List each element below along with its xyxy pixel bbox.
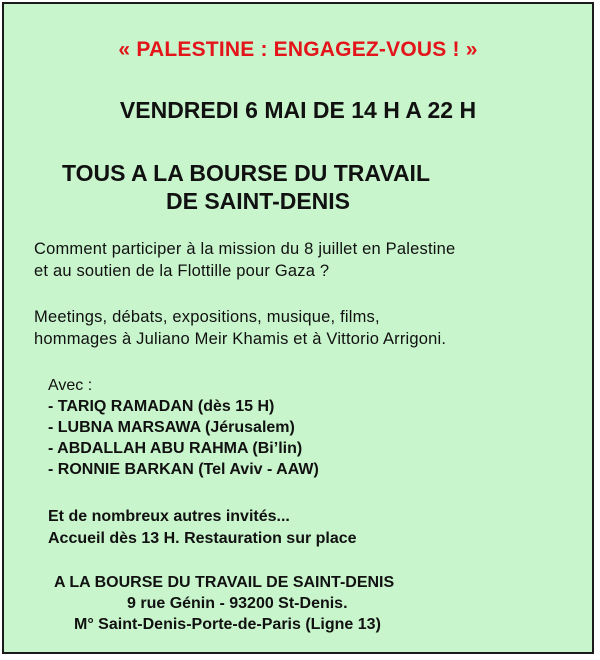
paragraph-line: Meetings, débats, expositions, musique, films, (34, 308, 380, 326)
venue-line-2: DE SAINT-DENIS (166, 188, 351, 214)
guest-list (48, 375, 319, 480)
event-date: VENDREDI 6 MAI DE 14 H A 22 H (119, 97, 477, 123)
address-line: M° Saint-Denis-Porte-de-Paris (Ligne 13) (74, 616, 381, 633)
venue-line-1: TOUS A LA BOURSE DU TRAVAIL (62, 160, 430, 186)
poster-headline: « PALESTINE : ENGAGEZ-VOUS ! » (118, 38, 478, 61)
guest-item: - ABDALLAH ABU RAHMA (Bi’lin) (48, 440, 303, 457)
paragraph-line: Comment participer à la mission du 8 juillet en Palestine (34, 240, 456, 258)
extra-info (48, 506, 357, 550)
guest-item: - RONNIE BARKAN (Tel Aviv - AAW) (48, 461, 319, 478)
event-poster (2, 2, 594, 654)
paragraph-line: hommages à Juliano Meir Khamis et à Vittorio Arrigoni. (34, 330, 447, 348)
guest-list-intro: Avec : (48, 377, 93, 394)
extra-line: Et de nombreux autres invités... (48, 508, 290, 525)
mission-paragraph (34, 238, 455, 282)
program-paragraph (34, 306, 446, 350)
address-line: 9 rue Génin - 93200 St-Denis. (127, 595, 348, 612)
address-line: A LA BOURSE DU TRAVAIL DE SAINT-DENIS (54, 574, 395, 591)
paragraph-line: et au soutien de la Flottille pour Gaza ? (34, 262, 330, 280)
guest-item: - LUBNA MARSAWA (Jérusalem) (48, 419, 295, 436)
address-block (4, 572, 592, 635)
extra-line: Accueil dès 13 H. Restauration sur place (48, 530, 357, 547)
guest-item: - TARIQ RAMADAN (dès 15 H) (48, 398, 275, 415)
